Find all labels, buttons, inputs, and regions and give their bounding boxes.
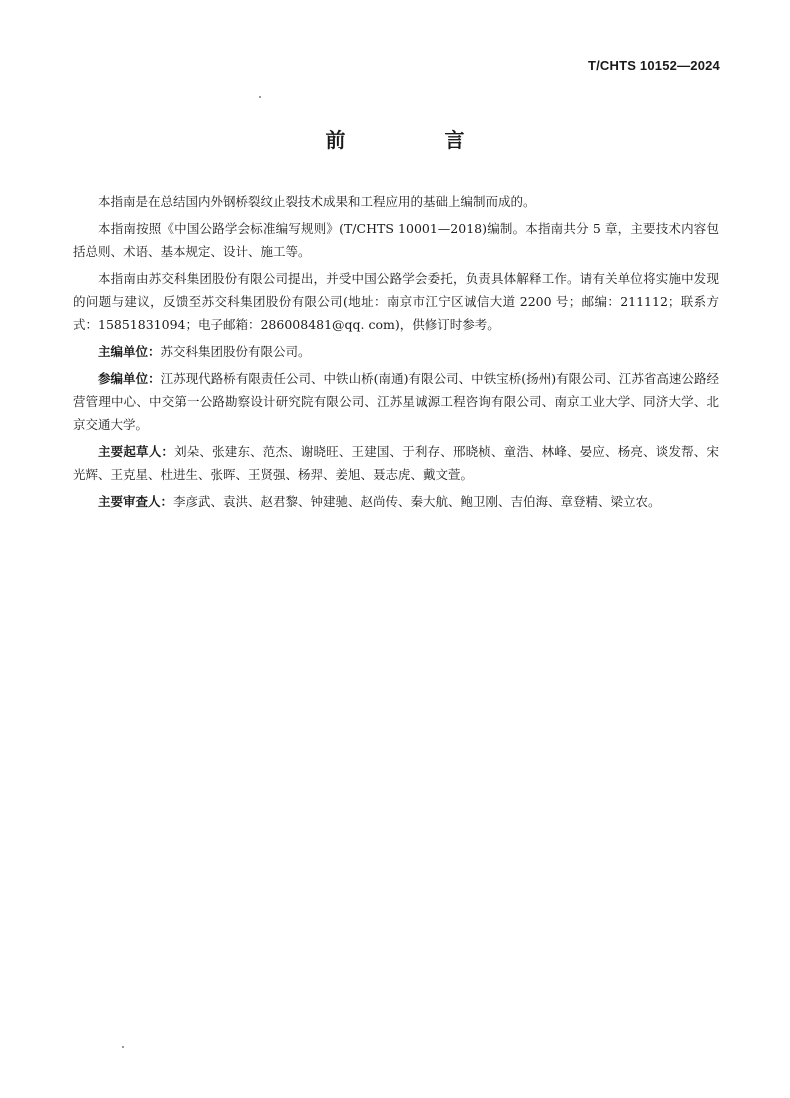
main-reviewers-line bbox=[73, 490, 719, 513]
main-reviewers-text: 李彦武、袁洪、赵君黎、钟建驰、赵尚传、秦大航、鲍卫刚、吉伯海、章登精、梁立农。 bbox=[173, 494, 661, 509]
participating-units-line bbox=[73, 367, 719, 436]
main-reviewers-label: 主要审查人： bbox=[98, 494, 174, 509]
standard-code: T/CHTS 10152—2024 bbox=[587, 58, 720, 73]
main-drafters-text: 刘朵、张建东、范杰、谢晓旺、王建国、于利存、邢晓桢、童浩、林峰、晏应、杨亮、谈发帮、宋光辉、王克星、杜进生、张晖、王贤强、杨羿、姜旭、聂志虎、戴文萱。 bbox=[73, 444, 719, 482]
paragraph-feedback: 本指南由苏交科集团股份有限公司提出，并受中国公路学会委托，负责具体解释工作。请有关单位将实施中发现的问题与建议，反馈至苏交科集团股份有限公司(地址：南京市江宁区诚信大道 2200 号；邮编：211112；联系方式：15851831094；电子邮箱：286008481@qq. com)，供修订时参考。 bbox=[73, 271, 719, 332]
chief-unit-label: 主编单位： bbox=[98, 344, 161, 359]
participating-units-label: 参编单位： bbox=[98, 371, 161, 386]
main-drafters-label: 主要起草人： bbox=[98, 444, 175, 459]
paragraph-basis: 本指南是在总结国内外钢桥裂纹止裂技术成果和工程应用的基础上编制而成的。 bbox=[98, 194, 536, 209]
scan-speck bbox=[259, 96, 261, 98]
main-drafters-line bbox=[73, 440, 719, 486]
scan-speck bbox=[122, 1046, 124, 1048]
foreword-body bbox=[73, 190, 719, 517]
chief-unit-line bbox=[73, 340, 719, 363]
participating-units-text: 江苏现代路桥有限责任公司、中铁山桥(南通)有限公司、中铁宝桥(扬州)有限公司、江苏省高速公路经营管理中心、中交第一公路勘察设计研究院有限公司、江苏星诚源工程咨询有限公司、南京工业大学、同济大学、北京交通大学。 bbox=[73, 371, 719, 432]
paragraph-compilation: 本指南按照《中国公路学会标准编写规则》(T/CHTS 10001—2018)编制。本指南共分 5 章，主要技术内容包括总则、术语、基本规定、设计、施工等。 bbox=[73, 221, 719, 259]
page-title: 前 言 bbox=[325, 128, 511, 152]
chief-unit-text: 苏交科集团股份有限公司。 bbox=[160, 344, 311, 359]
